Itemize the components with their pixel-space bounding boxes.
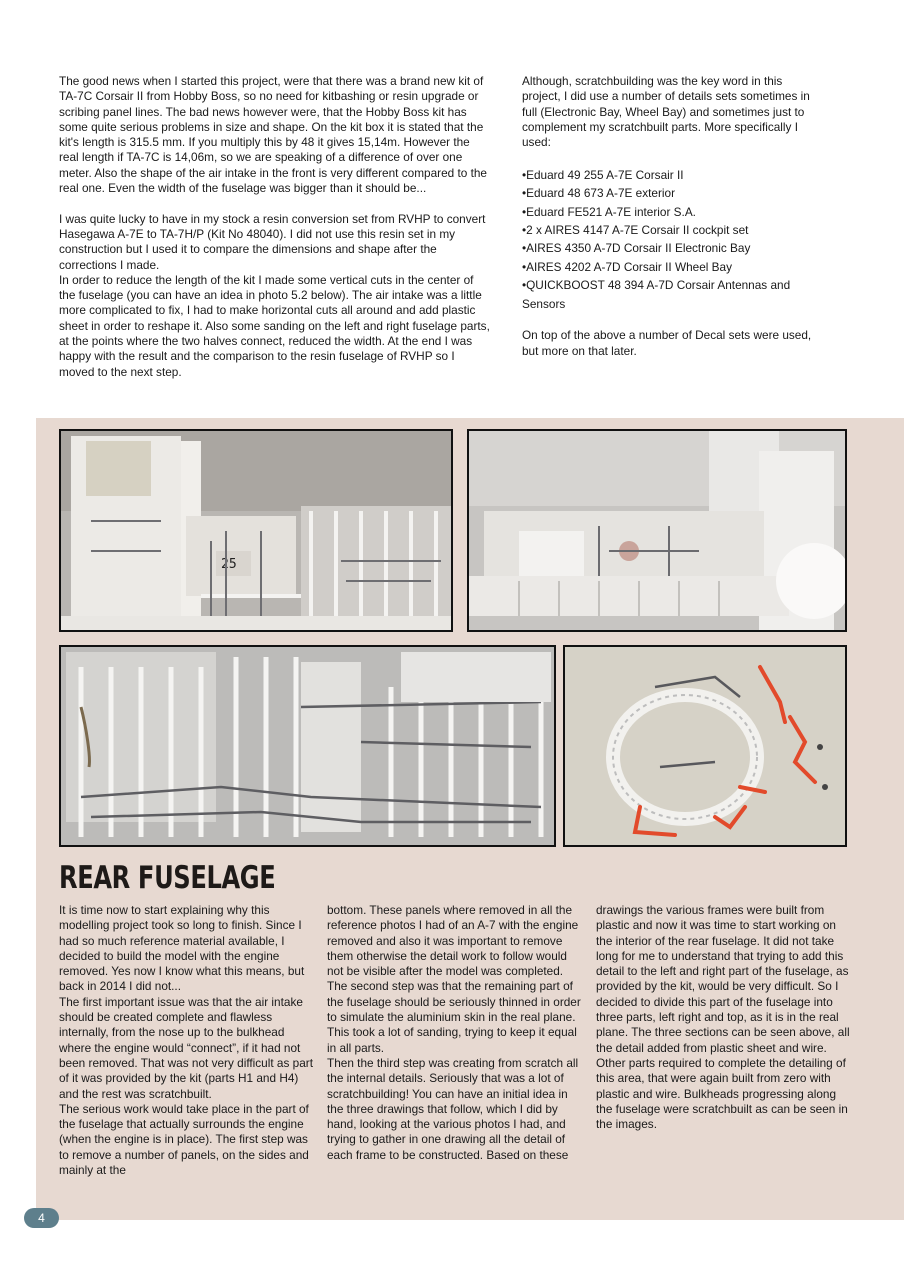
page-number-badge: 4 <box>24 1208 59 1228</box>
body-paragraph: Then the third step was creating from scratch all the internal details. Seriously that was a lot of scratchbuilding! You can have an initial idea in the three drawings that follow, which I did by hand, looking at the various photos I had, and trying to gather in one drawing all the detail of each frame to be constructed. Based on these <box>327 1055 579 1162</box>
intro-paragraph: In order to reduce the length of the kit I made some vertical cuts in the center of the fuselage (you can have an idea in photo 5.2 below). The air intake was a little more complicated to fix, I had to make horizontal cuts all around and add plastic sheet in order to reshape it. Also some sanding on the left and right fuselage parts, at the points where the two halves connect, reduced the width. At the end I was happy with the result and the comparison to the resin fuselage of RVHP so I moved to the next step. <box>59 272 490 379</box>
rear-fuselage-column-1 <box>59 903 315 1178</box>
list-item: •Eduard FE521 A-7E interior S.A. <box>522 204 696 219</box>
intro-paragraph: On top of the above a number of Decal sets were used, but more on that later. <box>522 328 812 358</box>
list-item: •Eduard 49 255 A-7E Corsair II <box>522 167 684 182</box>
section-heading: REAR FUSELAGE <box>59 860 276 896</box>
list-item: •Eduard 48 673 A-7E exterior <box>522 186 675 201</box>
intro-paragraph: I was quite lucky to have in my stock a resin conversion set from RVHP to convert Hasegawa A-7E to TA-7H/P (Kit No 48040). I did not use this resin set in my construction but I used it to compare the dimensions and shape after the corrections I made. <box>59 211 486 272</box>
photo-fuselage-right-section <box>467 429 847 632</box>
photo-number-label: 25 <box>221 557 237 572</box>
photo-fuselage-left-section <box>59 429 453 632</box>
photo-fuselage-top-section <box>59 645 556 847</box>
rear-fuselage-column-3 <box>596 903 852 1132</box>
list-item: •AIRES 4350 A-7D Corsair II Electronic Bay <box>522 241 751 256</box>
intro-paragraph: The good news when I started this project, were that there was a brand new kit of TA-7C Corsair II from Hobby Boss, so no need for kitbashing or resin upgrade or scribing panel lines. The bad news however were, that the Hobby Boss kit has some quite serious problems in size and shape. On the kit box it is stated that the kit's length is 315.5 mm. If you multiply this by 48 it gives 15,14m. However the real length if TA-7C is 14,06m, so we are speaking of a difference of over one meter. Also the shape of the air intake in the front is very different compared to the real one. Even the width of the fuselage was bigger than it should be... <box>59 74 487 196</box>
intro-left-column <box>59 74 491 380</box>
list-item: •AIRES 4202 A-7D Corsair II Wheel Bay <box>522 259 733 274</box>
body-paragraph: drawings the various frames were built from plastic and now it was time to start working on the interior of the rear fuselage. It did not take long for me to understand that trying to add this detail to the left and right part of the fuselage, as provided by the kit, would be very difficult. So I decided to divide this part of the fuselage into three parts, left right and top, as it is in the real plane. The three sections can be seen above, all the detail added from plastic sheet and wire. <box>596 903 850 1055</box>
body-paragraph: bottom. These panels where removed in all the reference photos I had of an A-7 with the engine removed and also it was important to remove them otherwise the detail work to follow would not be visible after the model was completed. <box>327 903 579 979</box>
rear-fuselage-column-2 <box>327 903 583 1163</box>
intro-paragraph: Although, scratchbuilding was the key word in this project, I did use a number of details sets sometimes in full (Electronic Bay, Wheel Bay) and sometimes just to complement my scratchbuilt parts. More specifically I used: <box>522 74 810 150</box>
body-paragraph: The first important issue was that the air intake should be created complete and flawless internally, from the nose up to the bulkhead where the engine would “connect”, if it had not been removed. That was not very difficult as part of it was provided by the kit (parts H1 and H4) and the rest was scratchbuilt. <box>59 994 313 1101</box>
body-paragraph: The second step was that the remaining part of the fuselage should be seriously thinned in order to simulate the aluminium skin in the real plane. This took a lot of sanding, trying to keep it equal in all parts. <box>327 979 581 1055</box>
detail-sets-list <box>522 166 822 313</box>
photo-bulkhead-frames <box>563 645 847 847</box>
body-paragraph: The serious work would take place in the part of the fuselage that actually surrounds the engine (when the engine is in place). The first step was to remove a number of panels, on the sides and mainly at the <box>59 1101 309 1178</box>
list-item: •QUICKBOOST 48 394 A-7D Corsair Antennas and Sensors <box>522 278 791 311</box>
list-item: •2 x AIRES 4147 A-7E Corsair II cockpit set <box>522 223 749 237</box>
intro-right-column <box>522 74 822 359</box>
body-paragraph: Other parts required to complete the detailing of this area, that were again built from zero with plastic and wire. Bulkheads progressing along the fuselage were scratchbuilt as can be seen in the images. <box>596 1055 848 1132</box>
body-paragraph: It is time now to start explaining why this modelling project took so long to finish. Since I had so much reference material available, I decided to build the model with the engine removed. Yes now I know what this means, but back in 2014 I did not... <box>59 903 305 994</box>
